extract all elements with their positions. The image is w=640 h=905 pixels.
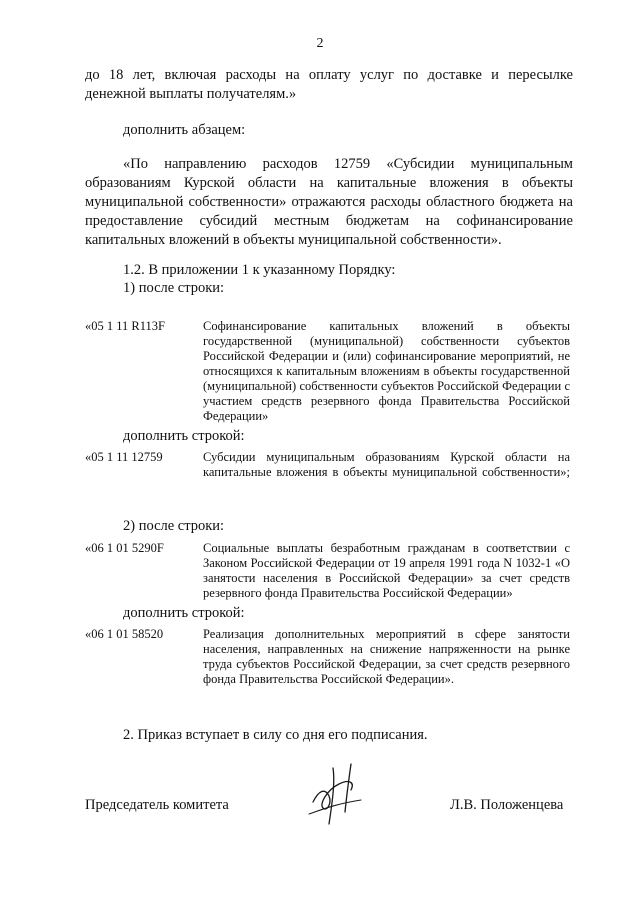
row2-code: «05 1 11 12759 xyxy=(85,450,163,464)
quoted-paragraph: «По направлению расходов 12759 «Субсидии муниципальным образованиям Курской области на капитальные вложения в объекты муниципальной собственности» отражаются расходы областного бюджета на предоставление субсидий местным бюджетам на софинансирование капитальных вложений в объекты муниципальной собственности». xyxy=(85,156,573,248)
signer-name: Л.В. Положенцева xyxy=(450,797,564,813)
item1-label: 1) после строки: xyxy=(123,280,225,296)
row2-text: Субсидии муниципальным образованиям Курской области на капитальные вложения в объекты муниципальной собственности»; xyxy=(203,450,570,479)
item2-label: 2) после строки: xyxy=(123,518,225,534)
row4-text: Реализация дополнительных мероприятий в сфере занятости населения, направленных на снижение напряженности на рынке труда субъектов Российской Федерации, за счет средств резервного фонда Правительства Российской Федерации». xyxy=(203,627,570,686)
row1-code: «05 1 11 R113F xyxy=(85,319,165,333)
row4-code: «06 1 01 58520 xyxy=(85,627,164,641)
intro-text: до 18 лет, включая расходы на оплату услуг по доставке и пересылке денежной выплаты получателям.» xyxy=(85,67,573,102)
add-row-label-1: дополнить строкой: xyxy=(123,428,245,444)
supplement-label: дополнить абзацем: xyxy=(123,122,246,138)
signer-position: Председатель комитета xyxy=(85,797,229,813)
final-clause: 2. Приказ вступает в силу со дня его подписания. xyxy=(123,727,428,743)
row3-text: Социальные выплаты безработным гражданам в соответствии с Законом Российской Федерации от 19 апреля 1991 года N 1032-1 «О занятости населения в Российской Федерации» за счет средств резервного фонда Правительства Российской Федерации» xyxy=(203,541,570,600)
row1-text: Софинансирование капитальных вложений в объекты государственной (муниципальной) собственности субъектов Российской Федерации и (или) софинансирование мероприятий, не относящихся к капитальным вложениям в объекты государственной (муниципальной) собственности субъектов Российской Федерации с участием средств резервного фонда Правительства Российской Федерации» xyxy=(203,319,570,423)
add-row-label-2: дополнить строкой: xyxy=(123,605,245,621)
handwritten-signature-icon xyxy=(305,760,375,830)
page-number: 2 xyxy=(316,36,324,51)
row3-code: «06 1 01 5290F xyxy=(85,541,164,555)
section-heading: 1.2. В приложении 1 к указанному Порядку: xyxy=(123,262,396,278)
